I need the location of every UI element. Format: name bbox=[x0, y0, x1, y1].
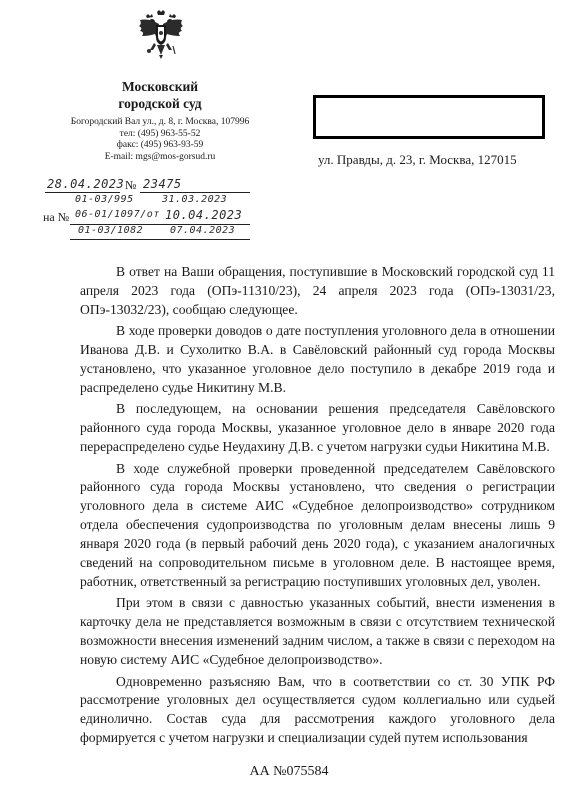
body-paragraph-5: При этом в связи с давностью указанных событий, внести изменения в карточку дела не представляется возможным в связи с отсутствием технической возможности внесения изменений задним числом, а также в связи с переходом на новую систему АИС «Судебное делопроизводство». bbox=[80, 595, 555, 668]
body-paragraph-2: В ходе проверки доводов о дате поступления уголовного дела в отношении Иванова Д.В. и Сухолитко В.А. в Савёловский районный суд города Москвы установлено, что указанное уголовное дело поступило в декабре 2019 года и распределено судье Никитину М.В. bbox=[80, 323, 555, 395]
court-fax: факс: (495) 963-93-59 bbox=[116, 140, 204, 150]
sub-ref-2: 01-03/1082 bbox=[78, 225, 144, 236]
recipient-redacted-box bbox=[313, 95, 545, 139]
court-email: E-mail: mgs@mos-gorsud.ru bbox=[104, 151, 216, 162]
court-phone: тел: (495) 963-55-52 bbox=[119, 128, 201, 139]
court-address: Богородский Вал ул., д. 8, г. Москва, 107996 bbox=[70, 117, 250, 127]
number-underline bbox=[140, 192, 250, 193]
court-name bbox=[60, 78, 260, 112]
body-paragraph-4: В ходе служебной проверки проведенной председателем Савёловского районного суда города Москвы установлено, что сведения о регистрации уголовного дела в системе АИС «Судебное делопроизводство» сотрудником отдела обеспечения судопроизводства по уголовным делам внесены лишь 9 января 2020 года (в первый рабочий день 2020 года), с указанием аналогичных сведений на сопроводительном письме в уголовном деле. В настоящее время, работник, ответственный за регистрацию поступивших уголовных дел, уволен. bbox=[80, 460, 555, 589]
body-paragraph-6: Одновременно разъясняю Вам, что в соответствии со ст. 30 УПК РФ рассмотрение уголовных дел осуществляется судом коллегиально или судьей единолично. Состав суда для рассмотрения каждого уголовного дела формируется с учетом нагрузки и специализации судей путем использования bbox=[80, 673, 555, 746]
body-paragraph-3: В последующем, на основании решения председателя Савёловского районного суда города Москвы, указанное уголовное дело в январе 2020 года перераспределено судье Неудахину Д.В. с учетом нагрузки судьи Никитина М.В. bbox=[80, 401, 555, 455]
form-serial-number: АА №075584 bbox=[249, 764, 329, 779]
sub-ref-underline bbox=[70, 239, 250, 240]
court-name-line1: Московский bbox=[121, 79, 199, 94]
court-contacts bbox=[22, 117, 298, 163]
ref-prefix: на № bbox=[43, 210, 70, 224]
coat-of-arms-emblem bbox=[137, 10, 185, 60]
letter-body bbox=[80, 263, 555, 751]
outgoing-date: 28.04.2023 bbox=[47, 177, 125, 191]
outgoing-number: 23475 bbox=[143, 177, 182, 191]
body-paragraph-1: В ответ на Ваши обращения, поступившие в Московский городской суд 11 апреля 2023 года (ОПэ-11310/23), 24 апреля 2023 года (ОПэ-13031/23, ОПэ-13032/23), сообщаю следующее. bbox=[80, 264, 555, 317]
sub-ref-1: 01-03/995 bbox=[75, 194, 134, 205]
ref-number: 06-01/1097/от bbox=[75, 209, 160, 220]
sub-date-1: 31.03.2023 bbox=[162, 194, 228, 205]
court-name-line2: городской суд bbox=[118, 96, 202, 111]
sub-date-2: 07.04.2023 bbox=[170, 225, 236, 236]
date-underline bbox=[45, 192, 120, 193]
number-sign: № bbox=[125, 178, 137, 192]
recipient-address: ул. Правды, д. 23, г. Москва, 127015 bbox=[318, 152, 517, 167]
ref-date: 10.04.2023 bbox=[165, 208, 243, 222]
